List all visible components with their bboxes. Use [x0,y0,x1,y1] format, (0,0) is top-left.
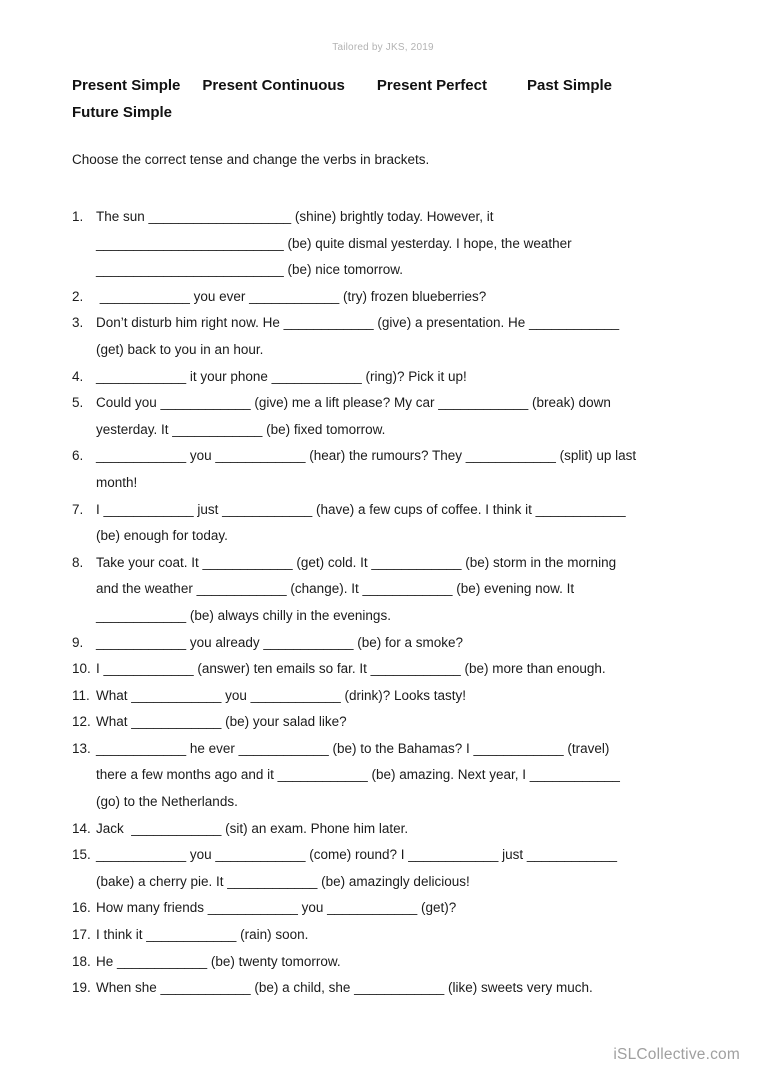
item-line: (be) enough for today. [96,528,228,544]
item-line: ____________ you ever ____________ (try) frozen blueberries? [96,288,487,304]
exercise-item [72,683,696,710]
exercise-list [72,204,696,1002]
exercise-item [72,656,696,683]
exercise-item [72,709,696,736]
item-number: 6. [72,448,84,464]
item-content [96,310,696,363]
item-content [96,842,696,895]
exercise-item [72,736,696,816]
item-number: 9. [72,634,84,650]
item-content [96,895,696,922]
item-line: What ____________ you ____________ (drink)? Looks tasty! [96,687,467,703]
item-number: 10. [72,661,91,677]
item-number: 16. [72,900,91,916]
item-line: What ____________ (be) your salad like? [96,714,347,730]
item-line: yesterday. It ____________ (be) fixed tomorrow. [96,421,386,437]
item-line: ____________ you ____________ (come) round? I ____________ just ____________ [96,847,617,863]
worksheet-page [0,72,766,1002]
exercise-item [72,390,696,443]
tense-label-future-simple: Future Simple [72,104,173,121]
item-line: (go) to the Netherlands. [96,794,238,810]
worksheet-title [72,72,696,126]
exercise-item [72,895,696,922]
item-content [96,975,696,1002]
exercise-item [72,364,696,391]
item-number: 1. [72,209,84,224]
item-line: Could you ____________ (give) me a lift please? My car ____________ (break) down [96,395,611,411]
exercise-item [72,550,696,630]
item-line: ____________ you ____________ (hear) the rumours? They ____________ (split) up last [96,448,637,464]
exercise-item [72,816,696,843]
item-line: and the weather ____________ (change). It ____________ (be) evening now. It [96,581,575,597]
item-line: _________________________ (be) nice tomorrow. [96,262,403,278]
item-content [96,284,696,311]
item-content [96,683,696,710]
item-content [96,204,696,284]
item-content [96,816,696,843]
exercise-item [72,842,696,895]
item-number: 3. [72,315,84,331]
tense-label-present-simple: Present Simple [72,77,181,94]
item-content [96,736,696,816]
instruction-text: Choose the correct tense and change the verbs in brackets. [72,152,430,167]
exercise-item [72,949,696,976]
footer-brand: iSLCollective.com [613,1046,740,1063]
item-content [96,443,696,496]
item-number: 19. [72,980,91,996]
tense-row-2 [72,99,696,126]
item-line: ____________ you already ____________ (be) for a smoke? [96,634,464,650]
item-number: 13. [72,740,91,756]
item-line: _________________________ (be) quite dismal yesterday. I hope, the weather [96,235,572,251]
exercise-item [72,310,696,363]
item-number: 17. [72,927,91,943]
item-line: (bake) a cherry pie. It ____________ (be) amazingly delicious! [96,873,470,889]
item-line: Jack ____________ (sit) an exam. Phone him later. [96,820,409,836]
item-content [96,550,696,630]
item-content [96,497,696,550]
item-number: 4. [72,368,84,384]
header-note: Tailored by JKS, 2019 [332,42,434,53]
item-line: I ____________ (answer) ten emails so far. It ____________ (be) more than enough. [96,661,606,677]
item-line: Don’t disturb him right now. He ____________ (give) a presentation. He ____________ [96,315,620,331]
item-line: The sun ___________________ (shine) brightly today. However, it [96,209,494,224]
item-number: 7. [72,501,84,517]
item-line: How many friends ____________ you ____________ (get)? [96,900,457,916]
item-number: 18. [72,953,91,969]
exercise-item [72,497,696,550]
exercise-item [72,922,696,949]
item-number: 15. [72,847,91,863]
item-number: 14. [72,820,91,836]
item-content [96,364,696,391]
exercise-item [72,975,696,1002]
item-line: I ____________ just ____________ (have) a few cups of coffee. I think it ____________ [96,501,626,517]
item-line: ____________ it your phone ____________ (ring)? Pick it up! [96,368,467,384]
item-content [96,656,696,683]
item-content [96,922,696,949]
exercise-item [72,443,696,496]
item-content [96,390,696,443]
tense-label-past-simple: Past Simple [526,77,613,94]
item-line: Take your coat. It ____________ (get) cold. It ____________ (be) storm in the morning [96,554,617,570]
item-line: ____________ he ever ____________ (be) to the Bahamas? I ____________ (travel) [96,740,610,756]
exercise-item [72,284,696,311]
item-content [96,949,696,976]
exercise-item [72,204,696,284]
item-line: ____________ (be) always chilly in the evenings. [96,607,391,623]
item-number: 8. [72,554,84,570]
item-content [96,630,696,657]
item-line: I think it ____________ (rain) soon. [96,927,309,943]
tense-row-1 [72,72,696,99]
item-line: month! [96,474,138,490]
item-number: 12. [72,714,91,730]
item-line: there a few months ago and it ____________ (be) amazing. Next year, I ____________ [96,767,620,783]
item-line: When she ____________ (be) a child, she ____________ (like) sweets very much. [96,980,593,996]
item-number: 5. [72,395,84,411]
tense-label-present-continuous: Present Continuous [202,77,345,94]
exercise-item [72,630,696,657]
item-content [96,709,696,736]
tense-label-present-perfect: Present Perfect [376,77,487,94]
item-line: He ____________ (be) twenty tomorrow. [96,953,341,969]
item-number: 11. [72,687,90,703]
item-number: 2. [72,288,84,304]
item-line: (get) back to you in an hour. [96,341,264,357]
